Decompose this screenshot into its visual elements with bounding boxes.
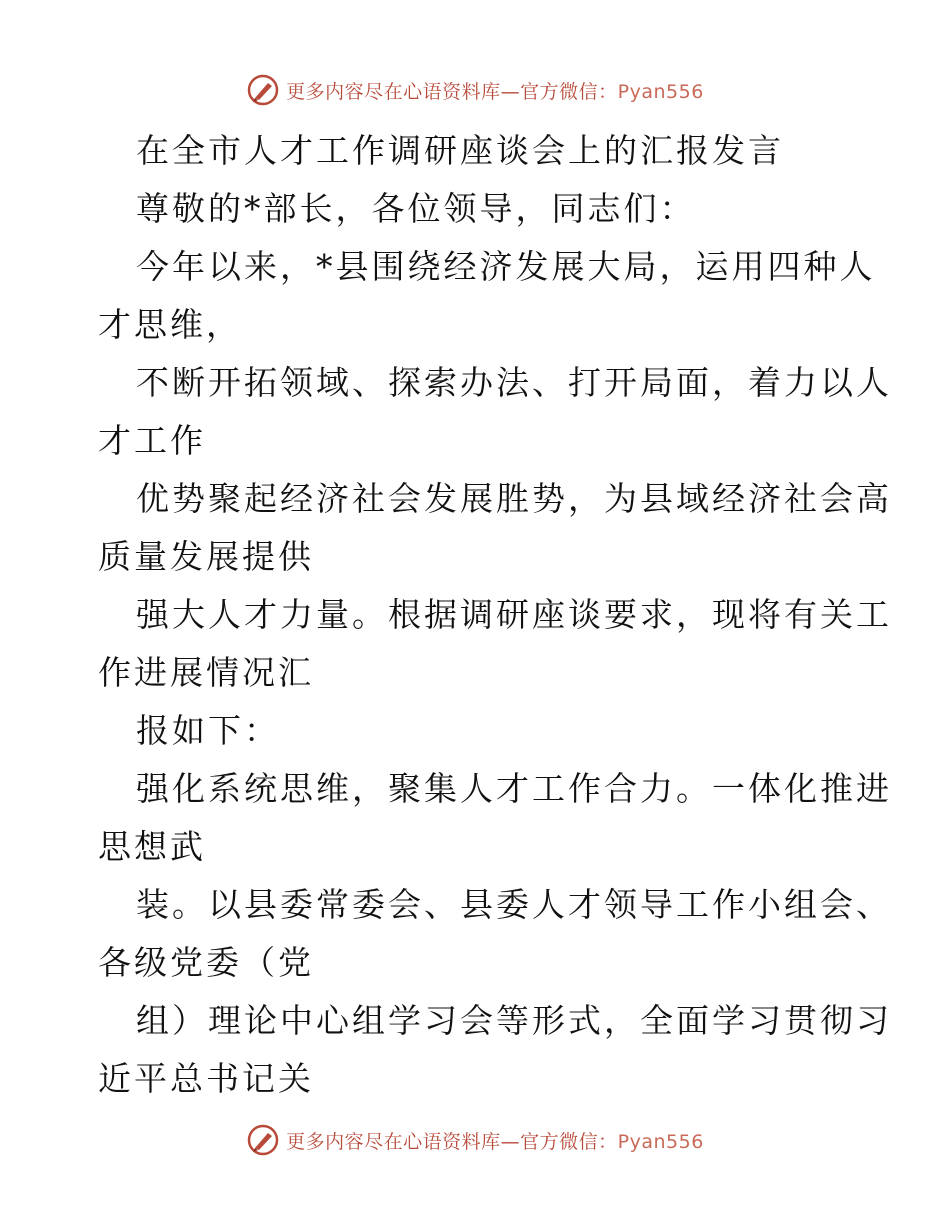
footer-watermark bbox=[0, 1120, 950, 1160]
text-line: 装。以县委常委会、县委人才领导工作小组会、 bbox=[136, 885, 892, 924]
text-line: 在全市人才工作调研座谈会上的汇报发言 bbox=[136, 131, 784, 170]
text-line: 思想武 bbox=[98, 827, 206, 866]
text-line: 优势聚起经济社会发展胜势，为县域经济社会高 bbox=[136, 479, 892, 518]
text-line: 才工作 bbox=[98, 421, 206, 460]
text-line: 各级党委（党 bbox=[98, 943, 314, 982]
text-line: 组）理论中心组学习会等形式，全面学习贯彻习 bbox=[136, 1001, 892, 1040]
text-line: 才思维， bbox=[98, 305, 242, 344]
text-line: 强大人才力量。根据调研座谈要求，现将有关工 bbox=[136, 595, 892, 634]
text-line: 不断开拓领域、探索办法、打开局面，着力以人 bbox=[136, 363, 892, 402]
watermark-text: 更多内容尽在心语资料库—官方微信：Pyan556 bbox=[286, 1130, 704, 1153]
pen-seal-icon bbox=[246, 1123, 280, 1157]
text-line: 近平总书记关 bbox=[98, 1059, 314, 1098]
text-line: 质量发展提供 bbox=[98, 537, 314, 576]
text-line: 尊敬的*部长，各位领导，同志们： bbox=[136, 189, 696, 228]
header-watermark bbox=[0, 70, 950, 110]
pen-seal-icon bbox=[246, 73, 280, 107]
text-line: 强化系统思维，聚集人才工作合力。一体化推进 bbox=[136, 769, 892, 808]
text-line: 报如下： bbox=[136, 711, 280, 750]
text-line: 作进展情况汇 bbox=[98, 653, 314, 692]
watermark-text: 更多内容尽在心语资料库—官方微信：Pyan556 bbox=[286, 80, 704, 103]
text-line: 今年以来，*县围绕经济发展大局，运用四种人 bbox=[136, 247, 876, 286]
document-body bbox=[98, 122, 892, 1108]
